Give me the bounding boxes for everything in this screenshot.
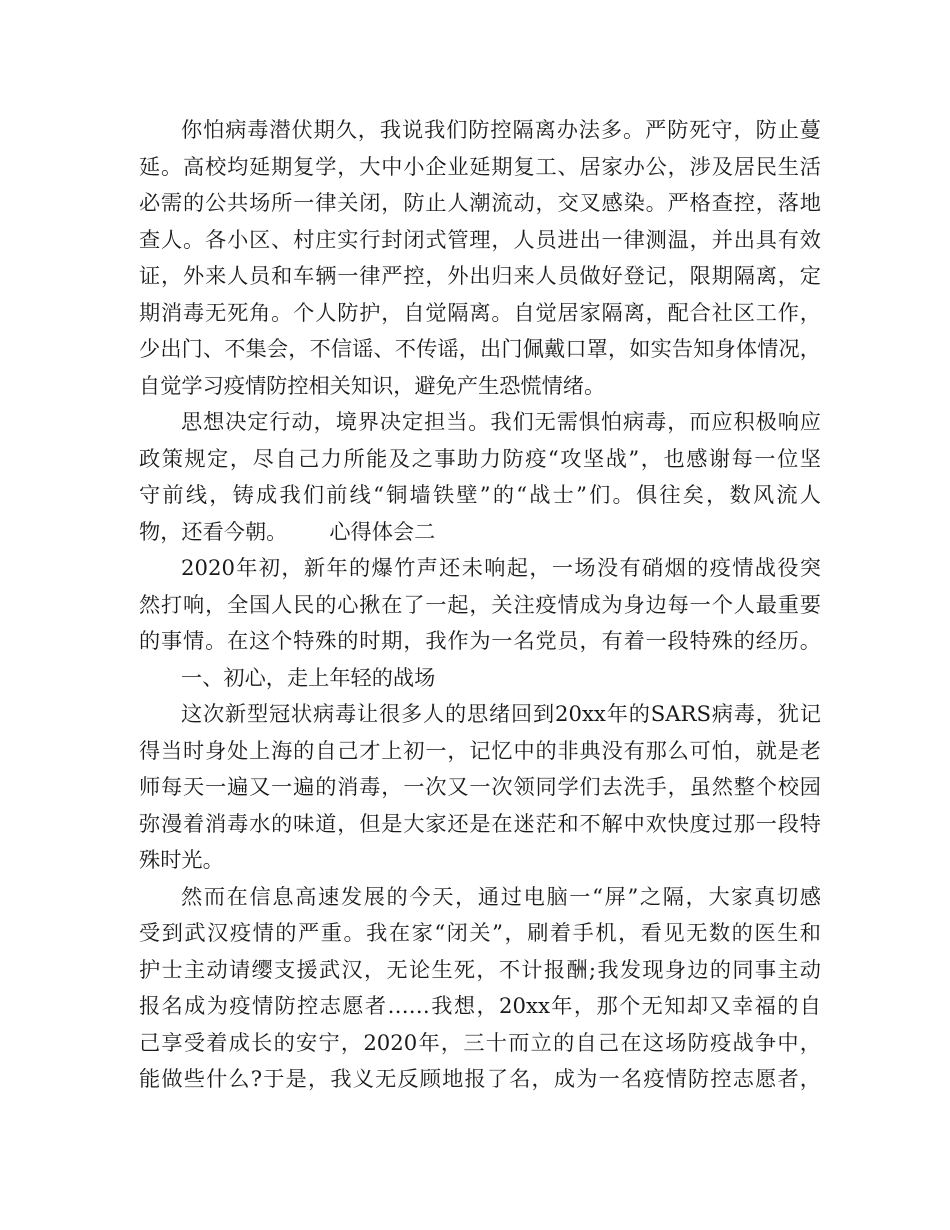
text-line: 得当时身处上海的自己才上初一，记忆中的非典没有那么可怕，就是老 [139, 737, 821, 763]
text-line: 能做些什么?于是，我义无反顾地报了名，成为一名疫情防控志愿者， [139, 1066, 821, 1091]
text-line: 殊时光。 [139, 847, 224, 872]
text-line: 2020年初，新年的爆竹声还未响起，一场没有硝烟的疫情战役突 [181, 555, 821, 580]
text-line: 守前线，铸成我们前线“铜墙铁壁”的“战士”们。俱往矣，数风流人 [139, 482, 821, 507]
text-line-with-heading [139, 514, 821, 551]
text-line: 师每天一遍又一遍的消毒，一次又一次领同学们去洗手，虽然整个校园 [139, 774, 821, 799]
text-line: 必需的公共场所一律关闭，防止人潮流动，交叉感染。严格查控，落地 [139, 190, 821, 215]
text-line: 然打响，全国人民的心揪在了一起，关注疫情成为身边每一个人最重要 [139, 591, 821, 617]
text-line: 弥漫着消毒水的味道，但是大家还是在迷茫和不解中欢快度过那一段特 [139, 810, 821, 836]
text-line: 期消毒无死角。个人防护，自觉隔离。自觉居家隔离，配合社区工作， [139, 299, 821, 325]
text-line: 护士主动请缨支援武汉，无论生死，不计报酬;我发现身边的同事主动 [139, 956, 821, 982]
document-body [139, 112, 821, 1098]
subsection-heading: 一、初心，走上年轻的战场 [181, 664, 436, 690]
text-line: 己享受着成长的安宁，2020年，三十而立的自己在这场防疫战争中， [139, 1029, 821, 1055]
text-line: 你怕病毒潜伏期久，我说我们防控隔离办法多。严防死守，防止蔓 [181, 117, 821, 142]
text-line: 延。高校均延期复学，大中小企业延期复工、居家办公，涉及居民生活 [139, 153, 821, 179]
text-line: 受到武汉疫情的严重。我在家“闭关”，刷着手机，看见无数的医生和 [139, 920, 821, 945]
text-line: 查人。各小区、村庄实行封闭式管理，人员进出一律测温，并出具有效 [139, 226, 821, 252]
text-line: 思想决定行动，境界决定担当。我们无需惧怕病毒，而应积极响应 [181, 409, 821, 434]
text-line: 这次新型冠状病毒让很多人的思绪回到20xx年的SARS病毒，犹记 [181, 701, 821, 726]
text-line: 的事情。在这个特殊的时期，我作为一名党员，有着一段特殊的经历。 [139, 628, 821, 653]
section-heading: 心得体会二 [329, 518, 436, 544]
text-line: 自觉学习疫情防控相关知识，避免产生恐慌情绪。 [139, 372, 606, 398]
text-line: 证，外来人员和车辆一律严控，外出归来人员做好登记，限期隔离，定 [139, 263, 821, 288]
text-line: 然而在信息高速发展的今天，通过电脑一“屏”之隔，大家真切感 [181, 883, 821, 909]
text-line: 政策规定，尽自己力所能及之事助力防疫“攻坚战”，也感谢每一位坚 [139, 445, 821, 471]
text-line: 少出门、不集会，不信谣、不传谣，出门佩戴口罩，如实告知身体情况， [139, 336, 821, 361]
text-line: 报名成为疫情防控志愿者……我想，20xx年，那个无知却又幸福的自 [139, 993, 821, 1018]
text-fragment: 物，还看今朝。 [139, 518, 288, 544]
